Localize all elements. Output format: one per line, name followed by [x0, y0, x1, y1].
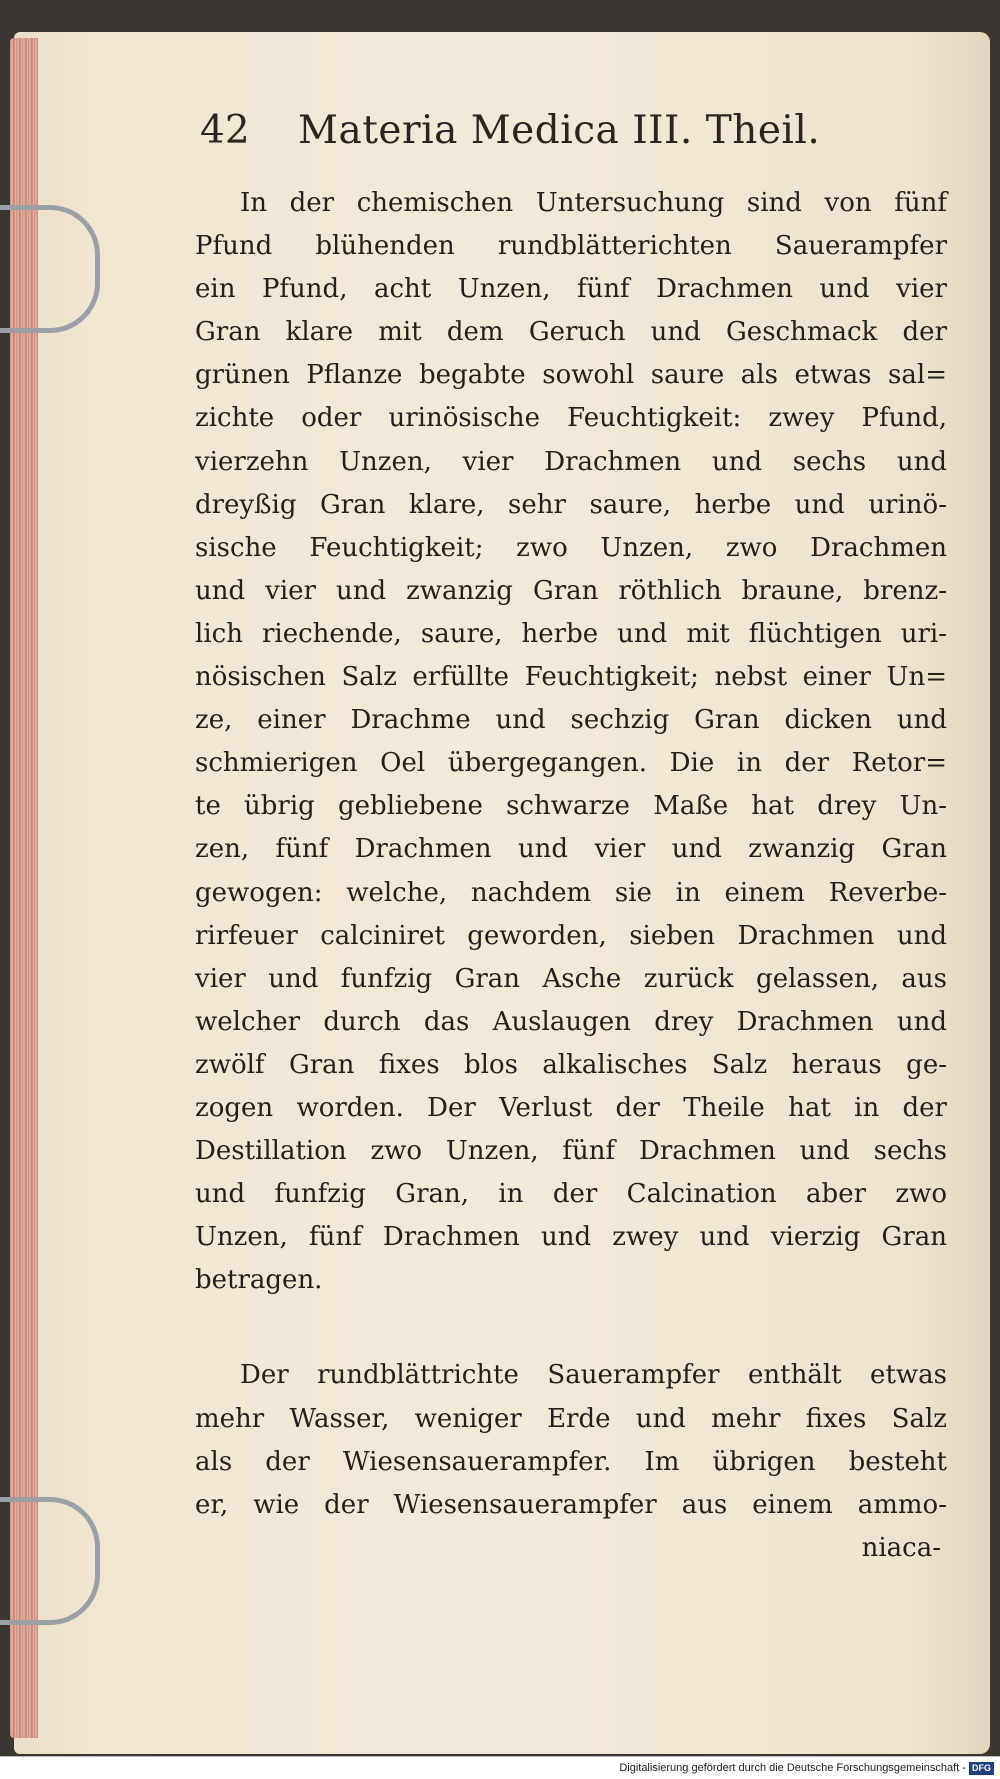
text-line: gewogen: welche, nachdem sie in einem Reverbe-: [195, 877, 947, 908]
text-line: als der Wiesensauerampfer. Im übrigen besteht: [195, 1446, 947, 1477]
text-line: vier und funfzig Gran Asche zurück gelassen, aus: [195, 963, 947, 994]
text-line: Pfund blühenden rundblätterichten Sauerampfer: [195, 231, 947, 262]
paragraph-1: [195, 182, 947, 1302]
running-title: Materia Medica III. Theil.: [298, 108, 821, 153]
text-line: Der rundblättrichte Sauerampfer enthält etwas: [240, 1360, 947, 1391]
text-line: er, wie der Wiesensauerampfer aus einem ammo-: [195, 1489, 947, 1520]
text-line: Unzen, fünf Drachmen und zwey und vierzig Gran: [195, 1222, 947, 1253]
digitization-footer: [0, 1756, 1000, 1779]
text-line: mehr Wasser, weniger Erde und mehr fixes Salz: [195, 1403, 947, 1434]
paragraph-2: [195, 1354, 947, 1526]
text-line: betragen.: [195, 1265, 323, 1296]
text-line: lich riechende, saure, herbe und mit flüchtigen uri-: [195, 618, 947, 649]
page-number: 42: [200, 108, 250, 153]
text-line: zichte oder urinösische Feuchtigkeit: zwey Pfund,: [195, 403, 947, 434]
paper-clip-icon: [0, 205, 100, 333]
footer-text: Digitalisierung gefördert durch die Deutsche Forschungsgemeinschaft -: [619, 1762, 966, 1774]
text-line: grünen Pflanze begabte sowohl saure als etwas sal=: [195, 360, 947, 391]
text-line: zogen worden. Der Verlust der Theile hat in der: [195, 1092, 947, 1123]
paragraph-gap: [195, 1302, 947, 1354]
text-line: welcher durch das Auslaugen drey Drachmen und: [195, 1006, 947, 1037]
text-line: zen, fünf Drachmen und vier und zwanzig Gran: [195, 834, 947, 865]
text-line: te übrig gebliebene schwarze Maße hat drey Un-: [195, 791, 947, 822]
dfg-logo: DFG: [969, 1762, 994, 1775]
text-line: vierzehn Unzen, vier Drachmen und sechs und: [195, 446, 947, 477]
paper-clip-icon: [0, 1497, 100, 1625]
text-line: ze, einer Drachme und sechzig Gran dicken und: [195, 705, 947, 736]
text-line: rirfeuer calciniret geworden, sieben Drachmen und: [195, 920, 947, 951]
catchword: niaca-: [861, 1532, 941, 1563]
text-line: sische Feuchtigkeit; zwo Unzen, zwo Drachmen: [195, 532, 947, 563]
running-head: [200, 108, 840, 153]
text-line: Destillation zwo Unzen, fünf Drachmen und sechs: [195, 1136, 947, 1167]
text-line: zwölf Gran fixes blos alkalisches Salz heraus ge-: [195, 1049, 947, 1080]
text-line: Gran klare mit dem Geruch und Geschmack der: [195, 317, 947, 348]
body-text: [195, 182, 947, 1570]
text-line: und vier und zwanzig Gran röthlich braune, brenz-: [195, 575, 947, 606]
text-line: nösischen Salz erfüllte Feuchtigkeit; nebst einer Un=: [195, 662, 947, 693]
text-line: und funfzig Gran, in der Calcination aber zwo: [195, 1179, 947, 1210]
text-line: dreyßig Gran klare, sehr saure, herbe und urinö-: [195, 489, 947, 520]
text-line: ein Pfund, acht Unzen, fünf Drachmen und vier: [195, 274, 947, 305]
text-line: In der chemischen Untersuchung sind von fünf: [240, 188, 947, 218]
text-line: schmierigen Oel übergegangen. Die in der Retor=: [195, 748, 947, 779]
